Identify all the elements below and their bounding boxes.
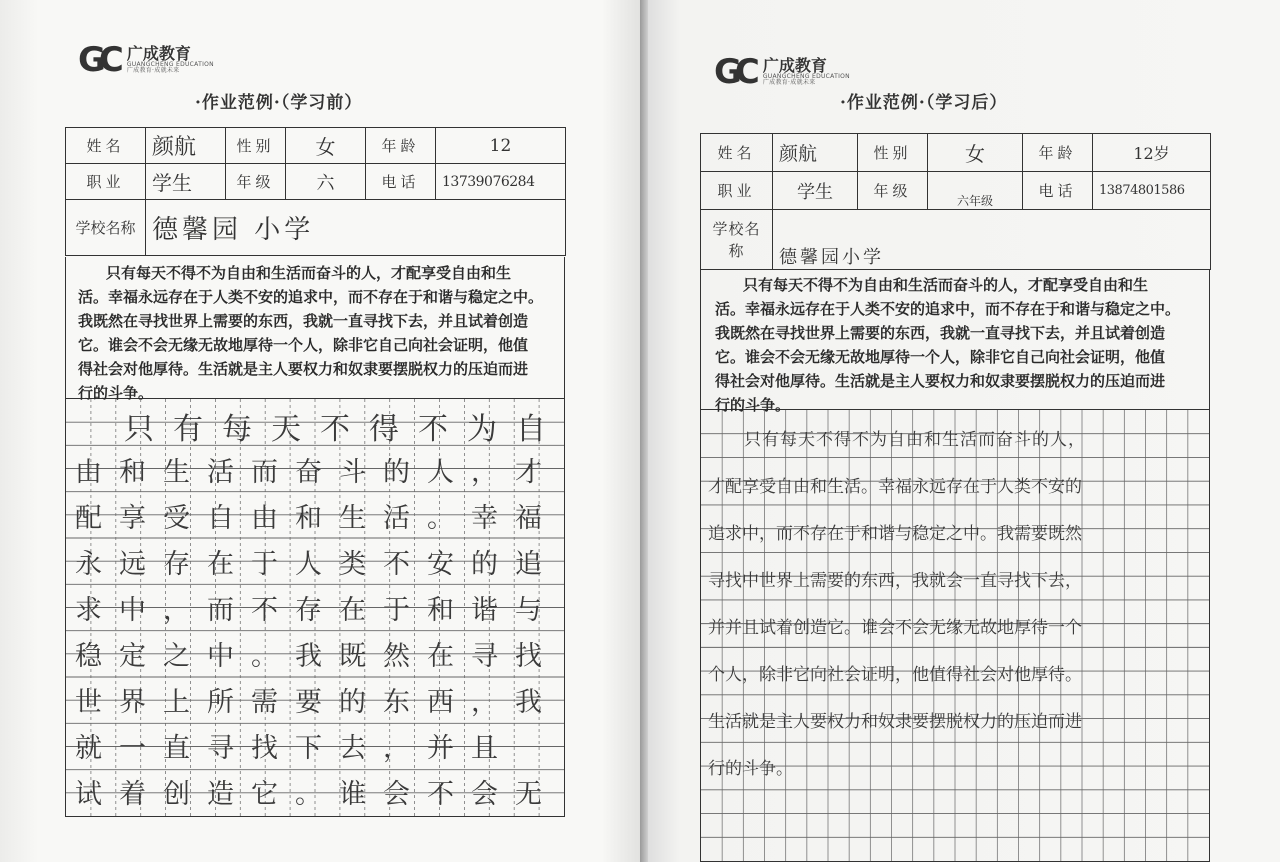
prompt-text (65, 257, 565, 402)
phone-label: 电话 (1023, 172, 1093, 210)
gender-value: 女 (286, 128, 366, 164)
handwriting-row: 世界上所需要的东西，我 (75, 687, 559, 718)
handwriting-row: 只有每天不得不为自 (75, 412, 565, 447)
name-label: 姓名 (66, 128, 146, 164)
handwriting-row: 永远存在于人类不安的追 (75, 549, 559, 580)
handwriting-row: 追求中，而不存在于和谐与稳定之中。我需要既然 (708, 524, 1082, 544)
gender-value: 女 (928, 134, 1023, 172)
right-worksheet-page (648, 0, 1280, 862)
handwriting-row: 只有每天不得不为自由和生活而奋斗的人， (708, 430, 1086, 450)
handwriting-row: 配享受自由和生活。幸福 (75, 503, 559, 534)
logo-name-en: GUANGCHENG EDUCATION (762, 73, 850, 80)
prompt-line: 行的斗争。 (715, 396, 791, 414)
logo-name-cn: 广成教育 (762, 56, 827, 75)
handwriting-row: 求中，而不存在于和谐与 (75, 595, 559, 626)
prompt-line: 我既然在寻找世界上需要的东西，我就一直寻找下去，并且试着创造 (715, 324, 1166, 342)
prompt-line: 行的斗争。 (78, 384, 154, 402)
age-label: 年龄 (366, 128, 436, 164)
grade-value: 六年级 (928, 172, 1023, 210)
gender-label: 性别 (858, 134, 928, 172)
handwriting-row: 并并且试着创造它。谁会不会无缘无故地厚待一个 (708, 618, 1082, 638)
phone-value: 13739076284 (436, 164, 566, 200)
prompt-line: 活。幸福永远存在于人类不安的追求中，而不存在于和谐与稳定之中。 (715, 300, 1181, 318)
book-gutter (640, 0, 648, 862)
handwriting-row: 由和生活而奋斗的人，才 (75, 457, 559, 488)
logo-mark: GC (714, 52, 753, 92)
school-value: 德馨园 小学 (146, 200, 566, 256)
school-label: 学校名称 (66, 200, 146, 256)
prompt-line: 它。谁会不会无缘无故地厚待一个人，除非它自己向社会证明，他值 (78, 336, 529, 354)
handwriting-row: 才配享受自由和生活。幸福永远存在于人类不安的 (708, 477, 1082, 497)
prompt-line: 我既然在寻找世界上需要的东西，我就一直寻找下去，并且试着创造 (78, 312, 529, 330)
handwriting-row: 试着创造它。谁会不会无 (75, 779, 559, 810)
age-value: 12岁 (1093, 134, 1211, 172)
page-title: ·作业范例·（学习前） (195, 93, 363, 113)
age-label: 年龄 (1023, 134, 1093, 172)
handwriting-row: 个人，除非它向社会证明，他值得社会对他厚待。 (708, 665, 1082, 685)
handwriting-row: 寻找中世界上需要的东西，我就会一直寻找下去， (708, 571, 1082, 591)
phone-value: 13874801586 (1093, 172, 1211, 210)
handwriting-row: 就一直寻找下去，并且 (75, 733, 515, 764)
logo-slogan: 广成教育·成就未来 (126, 67, 180, 74)
job-label: 职业 (701, 172, 773, 210)
grade-label: 年级 (858, 172, 928, 210)
name-value: 颜航 (146, 128, 226, 164)
prompt-line: 得社会对他厚待。生活就是主人要权力和奴隶要摆脱权力的压迫而进 (78, 360, 529, 378)
student-info-table (700, 133, 1211, 270)
school-value: 德馨园小学 (773, 210, 1211, 270)
prompt-line: 得社会对他厚待。生活就是主人要权力和奴隶要摆脱权力的压迫而进 (715, 372, 1166, 390)
name-label: 姓名 (701, 134, 773, 172)
prompt-line: 只有每天不得不为自由和生活而奋斗的人，才配享受自由和生 (743, 276, 1149, 294)
school-label: 学校名称 (701, 210, 773, 270)
logo-name-cn: 广成教育 (126, 44, 191, 63)
name-value: 颜航 (773, 134, 858, 172)
grade-value: 六 (286, 164, 366, 200)
handwriting-row: 行的斗争。 (708, 759, 793, 779)
handwriting-row: 生活就是主人要权力和奴隶要摆脱权力的压迫而进 (708, 712, 1082, 732)
phone-label: 电话 (366, 164, 436, 200)
logo-slogan: 广成教育·成就未来 (762, 79, 816, 86)
guangcheng-logo (78, 40, 214, 80)
age-value: 12 (436, 128, 566, 164)
handwriting-row: 稳定之中。我既然在寻找 (75, 641, 559, 672)
page-title: ·作业范例·（学习后） (840, 93, 1008, 113)
job-label: 职业 (66, 164, 146, 200)
job-value: 学生 (146, 164, 226, 200)
prompt-line: 只有每天不得不为自由和生活而奋斗的人，才配享受自由和生 (106, 264, 512, 282)
prompt-line: 活。幸福永远存在于人类不安的追求中，而不存在于和谐与稳定之中。 (78, 288, 544, 306)
job-value: 学生 (773, 172, 858, 210)
prompt-text (700, 269, 1210, 414)
prompt-line: 它。谁会不会无缘无故地厚待一个人，除非它自己向社会证明，他值 (715, 348, 1166, 366)
grade-label: 年级 (226, 164, 286, 200)
guangcheng-logo (714, 52, 850, 92)
logo-mark: GC (78, 40, 117, 80)
gender-label: 性别 (226, 128, 286, 164)
student-info-table (65, 127, 566, 256)
logo-name-en: GUANGCHENG EDUCATION (126, 61, 214, 68)
